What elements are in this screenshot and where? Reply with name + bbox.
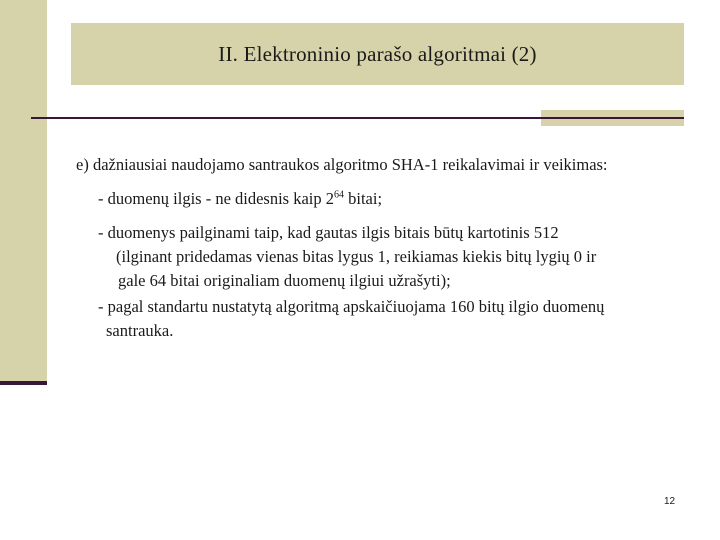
slide-title: II. Elektroninio parašo algoritmai (2): [218, 41, 537, 66]
bullet-item-1: [98, 187, 696, 211]
title-banner: [71, 23, 684, 85]
slide-body: [76, 153, 696, 343]
bullet-item-1-exponent: 64: [334, 189, 345, 201]
bullet-item-3: - pagal standartu nustatytą algoritmą apskaičiuojama 160 bitų ilgio duomenų: [98, 297, 605, 316]
bullet-item-2-continuation: gale 64 bitai originaliam duomenų ilgiui užrašyti);: [118, 271, 451, 290]
bullet-item-1-suffix: bitai;: [344, 189, 383, 208]
rule-accent-line: [541, 117, 684, 119]
left-decor-line: [0, 381, 47, 385]
bullet-item-2: - duomenys pailginami taip, kad gautas ilgis bitais būtų kartotinis 512: [98, 223, 559, 242]
bullet-item-2-continuation: (ilginant pridedamas vienas bitas lygus 1, reikiamas kiekis bitų lygių 0 ir: [116, 247, 597, 266]
bullet-item-3-continuation: santrauka.: [106, 321, 174, 340]
left-decor-bar: [0, 0, 47, 381]
page-number: 12: [664, 496, 676, 507]
intro-line: e) dažniausiai naudojamo santraukos algoritmo SHA-1 reikalavimai ir veikimas:: [76, 155, 608, 174]
bullet-item-1-text: - duomenų ilgis - ne didesnis kaip 2: [98, 189, 335, 208]
